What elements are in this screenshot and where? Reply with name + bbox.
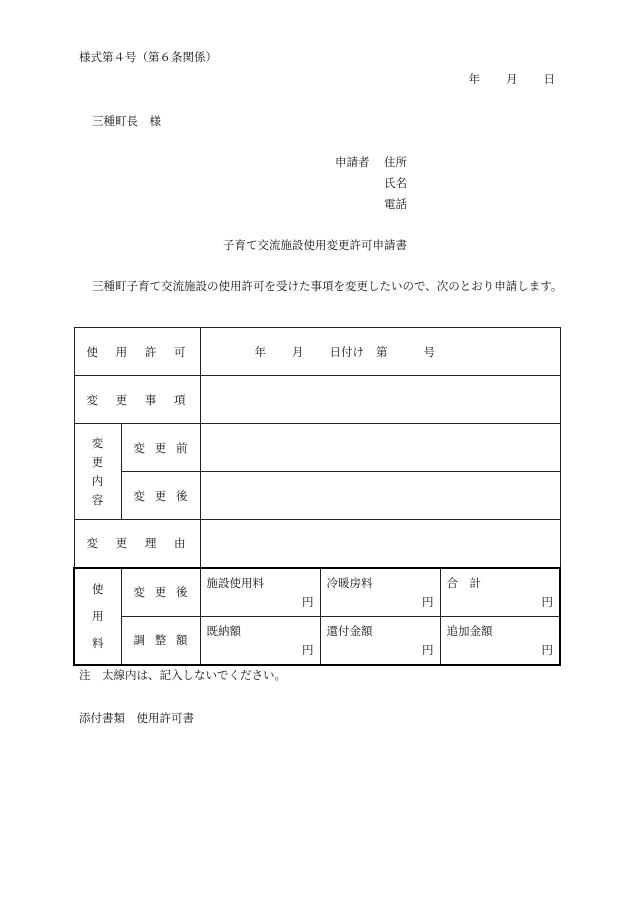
yen-label: 円 [541, 642, 553, 657]
change-after-row [74, 472, 560, 520]
paid-field[interactable] [200, 616, 320, 665]
change-item-field[interactable] [200, 376, 560, 424]
note-text: 注 太線内は、記入しないでください。 [79, 668, 286, 682]
permit-row [74, 328, 560, 376]
change-item-label: 変 更 事 項 [74, 376, 200, 424]
permit-dated: 日付け [329, 344, 364, 359]
aircon-fee-label: 冷暖房料 [326, 575, 373, 590]
applicant-address-label: 住所 [384, 155, 407, 169]
after-field[interactable] [200, 472, 560, 520]
date-line [0, 72, 555, 86]
paid-label: 既納額 [206, 623, 241, 638]
yen-label: 円 [422, 642, 434, 657]
change-before-row [74, 424, 560, 472]
permit-number-prefix: 第 [376, 344, 388, 359]
yen-label: 円 [302, 642, 314, 657]
additional-label: 追加金額 [446, 623, 493, 638]
reason-field[interactable] [200, 520, 560, 568]
permit-value-field[interactable] [200, 328, 560, 376]
yen-label: 円 [302, 594, 314, 609]
applicant-name-label: 氏名 [384, 176, 407, 190]
permit-label: 使 用 許 可 [74, 328, 200, 376]
permit-month: 月 [292, 344, 304, 359]
date-day: 日 [543, 72, 555, 86]
before-label: 変 更 前 [121, 424, 200, 472]
reason-label: 変 更 理 由 [74, 520, 200, 568]
reason-row [74, 520, 560, 568]
date-month: 月 [506, 72, 518, 86]
fee-after-label: 変 更 後 [121, 568, 200, 617]
facility-fee-label: 施設使用料 [206, 575, 264, 590]
adjust-row [74, 616, 560, 665]
application-table [73, 327, 561, 666]
change-content-label: 変 更 内 容 [74, 424, 121, 520]
document-title: 子育て交流施設使用変更許可申請書 [223, 238, 407, 252]
total-field[interactable] [440, 568, 560, 617]
date-year: 年 [468, 72, 480, 86]
form-number: 様式第４号（第６条関係） [79, 50, 217, 64]
fee-label: 使 用 料 [74, 568, 121, 665]
applicant-phone-label: 電話 [384, 197, 407, 211]
before-field[interactable] [200, 424, 560, 472]
additional-field[interactable] [440, 616, 560, 665]
adjust-label: 調 整 額 [121, 616, 200, 665]
aircon-fee-field[interactable] [320, 568, 440, 617]
addressee: 三種町長 様 [92, 114, 161, 128]
total-label: 合 計 [446, 575, 481, 590]
body-text: 三種町子育て交流施設の使用許可を受けた事項を変更したいので、次のとおり申請します。 [92, 279, 563, 293]
refund-label: 還付金額 [326, 623, 373, 638]
yen-label: 円 [541, 594, 553, 609]
applicant-label: 申請者 [335, 155, 370, 169]
permit-year: 年 [254, 344, 266, 359]
permit-number-suffix: 号 [423, 344, 435, 359]
refund-field[interactable] [320, 616, 440, 665]
after-label: 変 更 後 [121, 472, 200, 520]
yen-label: 円 [422, 594, 434, 609]
change-item-row [74, 376, 560, 424]
facility-fee-field[interactable] [200, 568, 320, 617]
attachments-text: 添付書類 使用許可書 [79, 711, 194, 725]
fee-after-row [74, 568, 560, 617]
